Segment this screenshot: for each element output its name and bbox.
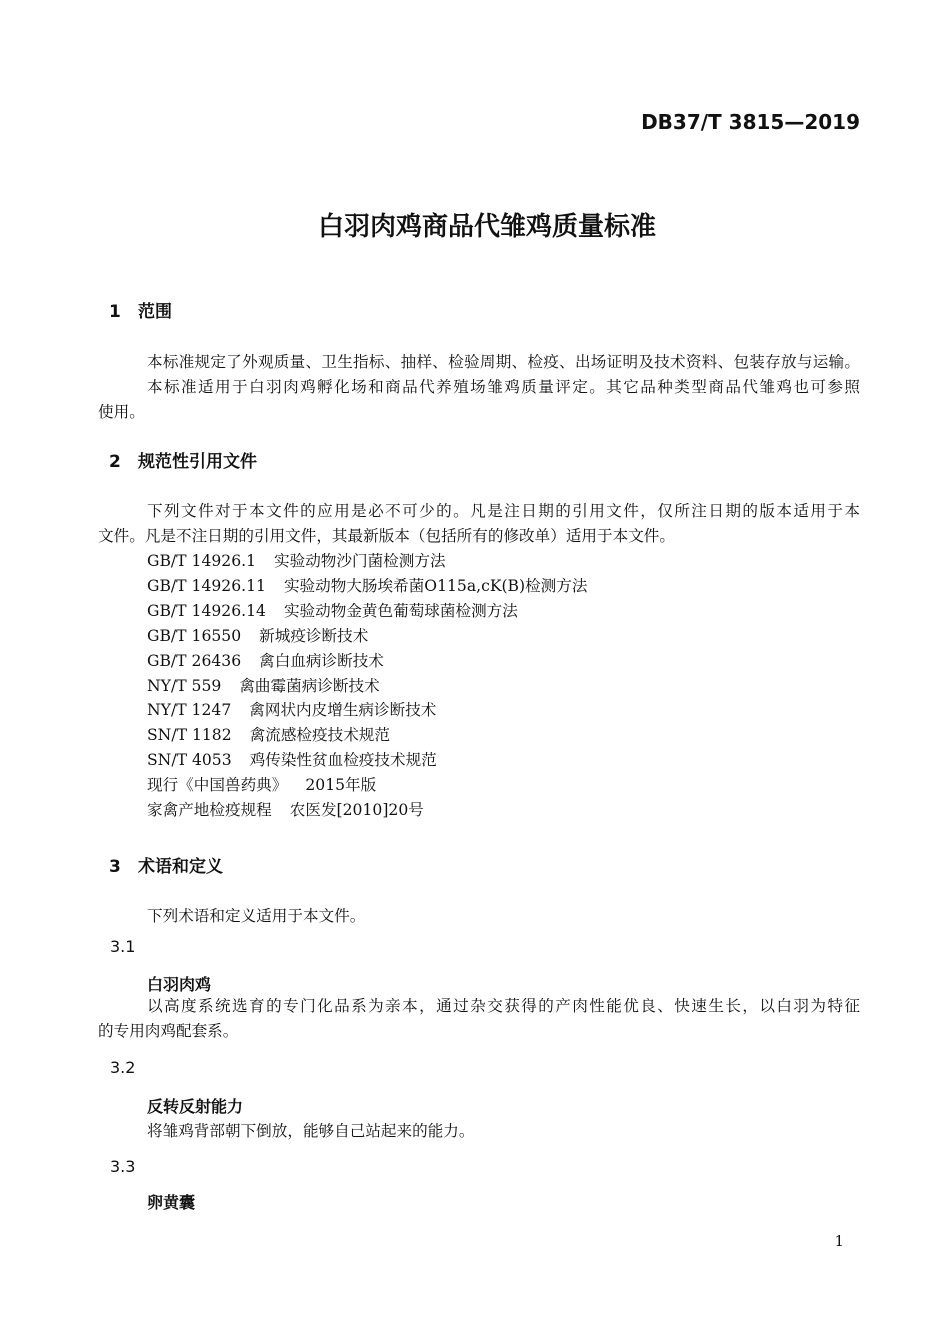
term-3-3-number: 3.3: [110, 1157, 136, 1176]
reference-item: [147, 624, 860, 649]
reference-title: 禽流感检疫技术规范: [249, 726, 390, 745]
reference-item: [147, 773, 860, 798]
term-3-1-number: 3.1: [110, 937, 136, 956]
term-3-2-name: 反转反射能力: [147, 1097, 244, 1116]
reference-item: [147, 574, 860, 599]
section-2-heading: [109, 452, 257, 472]
reference-code: NY/T 559: [147, 676, 222, 695]
reference-code: NY/T 1247: [147, 701, 232, 720]
reference-title: 实验动物大肠埃希菌O115a,cK(B)检测方法: [283, 576, 588, 595]
reference-code: GB/T 14926.1: [147, 552, 257, 570]
term-3-2-number: 3.2: [110, 1058, 136, 1077]
reference-title: 实验动物金黄色葡萄球菌检测方法: [283, 601, 518, 620]
paragraph-line: 本标准适用于白羽肉鸡孵化场和商品代养殖场雏鸡质量评定。其它品种类型商品代雏鸡也可参照: [147, 378, 860, 396]
reference-title: 2015年版: [305, 776, 377, 795]
reference-code: 现行《中国兽药典》: [147, 776, 288, 795]
paragraph-line: 下列术语和定义适用于本文件。: [147, 907, 366, 925]
reference-item: [147, 674, 860, 699]
standard-code: DB37/T 3815—2019: [641, 110, 860, 134]
paragraph-line: 将雏鸡背部朝下倒放，能够自己站起来的能力。: [147, 1122, 475, 1140]
paragraph-line: 使用。: [98, 403, 145, 422]
paragraph-line: 下列文件对于本文件的应用是必不可少的。凡是注日期的引用文件，仅所注日期的版本适用于本: [147, 502, 860, 520]
term-3-1-definition: [98, 994, 860, 1045]
reference-title: 禽曲霉菌病诊断技术: [239, 676, 380, 695]
paragraph-line: 本标准规定了外观质量、卫生指标、抽样、检验周期、检疫、出场证明及技术资料、包装存放与运输。: [147, 353, 860, 371]
reference-code: SN/T 4053: [147, 751, 232, 770]
section-3-heading: [109, 857, 223, 877]
section-1-number: 1: [109, 302, 121, 322]
reference-title: 禽白血病诊断技术: [259, 651, 384, 670]
reference-title: 新城疫诊断技术: [259, 626, 369, 645]
section-3-title: 术语和定义: [138, 857, 223, 877]
reference-code: GB/T 14926.11: [147, 576, 266, 595]
reference-code: SN/T 1182: [147, 726, 232, 745]
term-3-1-name: 白羽肉鸡: [147, 975, 212, 994]
paragraph-line: 的专用肉鸡配套系。: [98, 1022, 239, 1041]
reference-item: [147, 723, 860, 748]
page-number: 1: [834, 1232, 844, 1250]
reference-item: [147, 798, 860, 823]
reference-item: [147, 748, 860, 773]
section-1-paragraph-1: [98, 350, 860, 375]
reference-code: 家禽产地检疫规程: [147, 801, 272, 820]
section-2-title: 规范性引用文件: [138, 452, 257, 472]
reference-code: GB/T 16550: [147, 626, 242, 645]
reference-item: [147, 549, 860, 574]
paragraph-line: 文件。凡是不注日期的引用文件，其最新版本（包括所有的修改单）适用于本文件。: [98, 527, 675, 546]
reference-code: GB/T 14926.14: [147, 601, 266, 620]
section-2-paragraph-1: [98, 499, 860, 550]
paragraph-line: 以高度系统选育的专门化品系为亲本，通过杂交获得的产肉性能优良、快速生长，以白羽为特征: [147, 997, 860, 1015]
reference-title: 鸡传染性贫血检疫技术规范: [249, 751, 437, 770]
term-3-3-name: 卵黄囊: [147, 1193, 196, 1212]
section-1-heading: [109, 302, 172, 322]
reference-title: 禽网状内皮增生病诊断技术: [249, 701, 437, 720]
reference-title: 实验动物沙门菌检测方法: [274, 552, 446, 570]
section-1-paragraph-2: [98, 375, 860, 426]
document-title: 白羽肉鸡商品代雏鸡质量标准: [317, 212, 656, 242]
reference-item: [147, 698, 860, 723]
reference-title: 农医发[2010]20号: [289, 801, 424, 820]
section-3-paragraph-1: [98, 904, 860, 929]
term-3-2-definition: [98, 1119, 860, 1144]
section-1-title: 范围: [138, 302, 172, 322]
section-2-number: 2: [109, 452, 121, 472]
section-3-number: 3: [109, 857, 121, 877]
reference-list: [98, 549, 860, 823]
reference-code: GB/T 26436: [147, 651, 242, 670]
reference-item: [147, 649, 860, 674]
reference-item: [147, 599, 860, 624]
